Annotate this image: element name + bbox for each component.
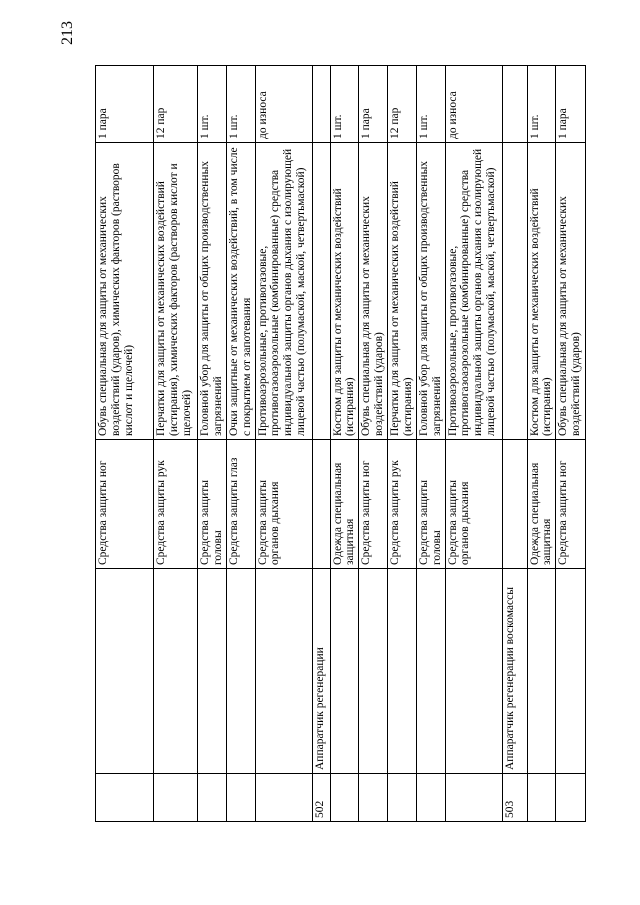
cell-num [445, 774, 502, 822]
cell-item: Перчатки для защиты от механических воздействий (истирания), химических факторов (растворов кислот и щелочей) [154, 143, 198, 440]
cell-group: Средства защиты глаз [226, 440, 255, 569]
table-row [527, 66, 556, 822]
cell-norm [312, 66, 330, 143]
cell-group: Средства защиты рук [388, 440, 417, 569]
cell-item: Головной убор для защиты от общих производственных загрязнений [416, 143, 445, 440]
cell-norm: 12 пар [154, 66, 198, 143]
cell-profession: Аппаратчик регенерации воскомассы [502, 569, 527, 774]
cell-norm: 1 шт. [416, 66, 445, 143]
cell-profession [445, 569, 502, 774]
cell-item: Противоаэрозольные, противогазовые, противогазоаэрозольные (комбинированные) средства индивидуальной защиты органов дыхания с изолирующей лицевой частью (полумаской, маской, четвертьмаской) [445, 143, 502, 440]
cell-group: Средства защиты головы [198, 440, 227, 569]
cell-norm: до износа [445, 66, 502, 143]
cell-group: Средства защиты органов дыхания [445, 440, 502, 569]
table-row [556, 66, 586, 822]
cell-norm: 1 пара [556, 66, 586, 143]
cell-item: Костюм для защиты от механических воздействий (истирания) [527, 143, 556, 440]
cell-norm: до износа [255, 66, 312, 143]
cell-group: Средства защиты ног [96, 440, 154, 569]
cell-profession [96, 569, 154, 774]
cell-num [154, 774, 198, 822]
cell-profession [359, 569, 388, 774]
cell-norm: 1 шт. [527, 66, 556, 143]
cell-group: Одежда специальная защитная [330, 440, 359, 569]
cell-profession [556, 569, 586, 774]
table-row [255, 66, 312, 822]
cell-item: Обувь специальная для защиты от механических воздействий (ударов), химических факторов (растворов кислот и щелочей) [96, 143, 154, 440]
cell-item: Обувь специальная для защиты от механических воздействий (ударов) [556, 143, 586, 440]
cell-group: Средства защиты органов дыхания [255, 440, 312, 569]
cell-group: Средства защиты ног [556, 440, 586, 569]
cell-norm: 1 шт. [330, 66, 359, 143]
cell-num [556, 774, 586, 822]
cell-group: Средства защиты ног [359, 440, 388, 569]
cell-num: 502 [312, 774, 330, 822]
cell-num [255, 774, 312, 822]
cell-profession [388, 569, 417, 774]
cell-profession [255, 569, 312, 774]
rotated-table-container [95, 66, 583, 822]
cell-profession [416, 569, 445, 774]
table-row [198, 66, 227, 822]
table-row [359, 66, 388, 822]
cell-profession [226, 569, 255, 774]
cell-group [502, 440, 527, 569]
cell-norm: 12 пар [388, 66, 417, 143]
cell-profession [198, 569, 227, 774]
table-row [445, 66, 502, 822]
cell-item: Обувь специальная для защиты от механических воздействий (ударов) [359, 143, 388, 440]
cell-num [527, 774, 556, 822]
cell-profession [154, 569, 198, 774]
cell-num [96, 774, 154, 822]
cell-profession [330, 569, 359, 774]
page-number-area [0, 10, 640, 60]
table-row [226, 66, 255, 822]
cell-norm: 1 шт. [198, 66, 227, 143]
cell-item [312, 143, 330, 440]
cell-num [416, 774, 445, 822]
cell-num [388, 774, 417, 822]
cell-num [330, 774, 359, 822]
cell-num [226, 774, 255, 822]
table-body [96, 66, 586, 822]
cell-profession [527, 569, 556, 774]
cell-item: Противоаэрозольные, противогазовые, противогазоаэрозольные (комбинированные) средства индивидуальной защиты органов дыхания с изолирующей лицевой частью (полумаской, маской, четвертьмаской) [255, 143, 312, 440]
cell-norm [502, 66, 527, 143]
cell-num: 503 [502, 774, 527, 822]
table-row [154, 66, 198, 822]
cell-num [359, 774, 388, 822]
cell-item: Костюм для защиты от механических воздействий (истирания) [330, 143, 359, 440]
table-row [416, 66, 445, 822]
ppe-table [95, 65, 586, 822]
table-row [502, 66, 527, 822]
cell-profession: Аппаратчик регенерации [312, 569, 330, 774]
cell-item: Головной убор для защиты от общих производственных загрязнений [198, 143, 227, 440]
cell-group: Средства защиты головы [416, 440, 445, 569]
cell-item: Перчатки для защиты от механических воздействий (истирания) [388, 143, 417, 440]
cell-num [198, 774, 227, 822]
table-row [312, 66, 330, 822]
page-number: 213 [59, 21, 76, 45]
table-row [96, 66, 154, 822]
cell-norm: 1 пара [96, 66, 154, 143]
table-row [330, 66, 359, 822]
cell-group: Средства защиты рук [154, 440, 198, 569]
table-row [388, 66, 417, 822]
cell-item [502, 143, 527, 440]
cell-group: Одежда специальная защитная [527, 440, 556, 569]
cell-item: Очки защитные от механических воздействий, в том числе с покрытием от запотевания [226, 143, 255, 440]
cell-norm: 1 шт. [226, 66, 255, 143]
cell-group [312, 440, 330, 569]
cell-norm: 1 пара [359, 66, 388, 143]
